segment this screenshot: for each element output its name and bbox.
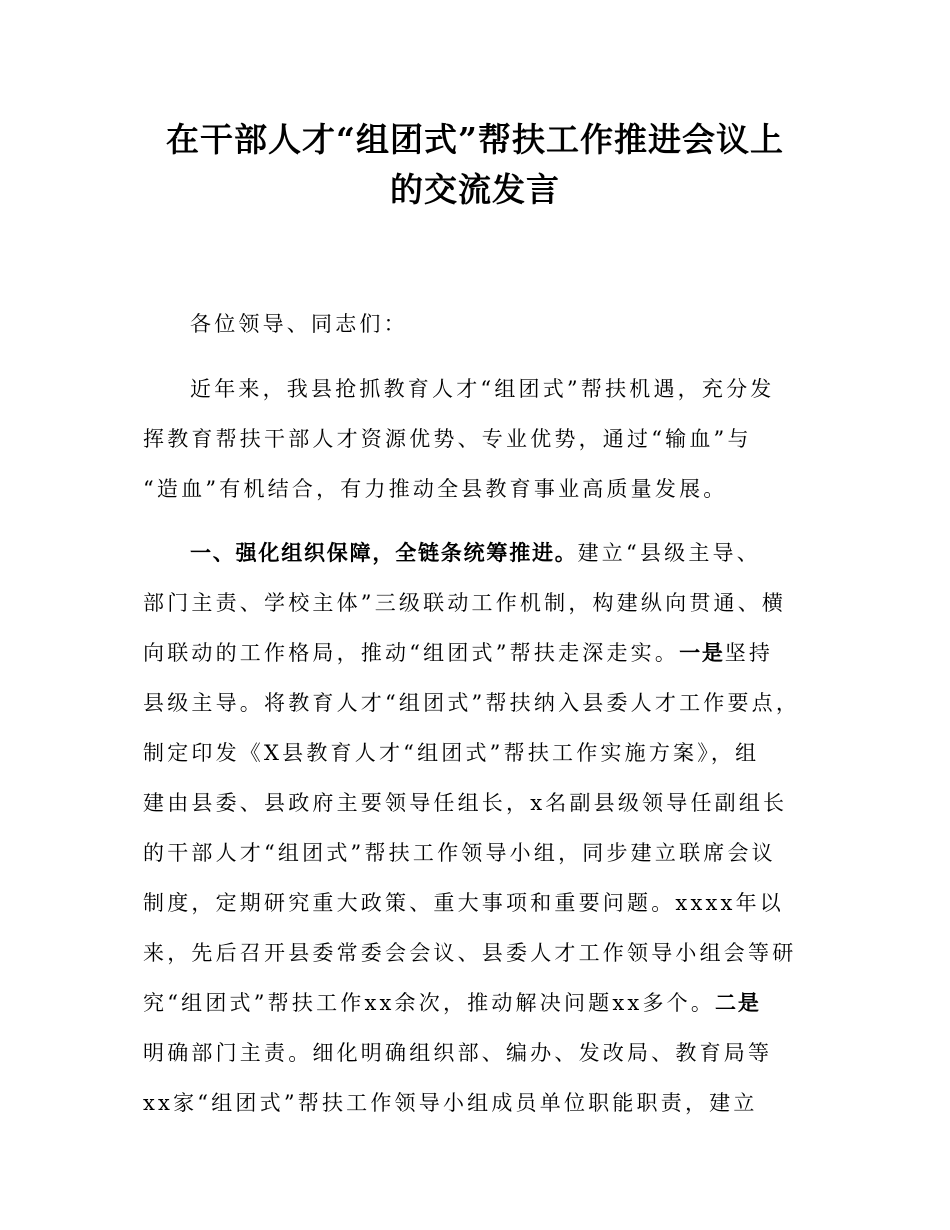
intro-line-1: 近年来，我县抢抓教育人才“组团式”帮扶机遇，充分发 <box>190 377 775 401</box>
section-1-heading: 一、强化组织保障，全链条统筹推进。 <box>190 540 578 565</box>
section-1-line-6: 建由县委、县政府主要领导任组长，x名副县级领导任副组长 <box>143 791 788 815</box>
section-1-line-1 <box>190 538 761 568</box>
section-1-line-2: 部门主责、学校主体”三级联动工作机制，构建纵向贯通、横 <box>143 591 787 615</box>
section-1-line-11: 明确部门主责。细化明确组织部、编办、发改局、教育局等 <box>143 1041 773 1065</box>
section-1-line-10-text: 究“组团式”帮扶工作xx余次，推动解决问题xx多个。 <box>143 991 716 1015</box>
intro-line-2: 挥教育帮扶干部人才资源优势、专业优势，通过“输血”与 <box>143 427 752 451</box>
section-1-line-7: 的干部人才“组团式”帮扶工作领导小组，同步建立联席会议 <box>143 841 776 865</box>
section-1-line-12: xx家“组团式”帮扶工作领导小组成员单位职能职责，建立 <box>143 1091 758 1115</box>
section-1-line-8: 制度，定期研究重大政策、重大事项和重要问题。xxxx年以 <box>143 891 784 915</box>
section-1-line-3-text: 向联动的工作格局，推动“组团式”帮扶走深走实。 <box>143 641 680 665</box>
section-1-line-5: 制定印发《X县教育人才“组团式”帮扶工作实施方案》，组 <box>143 741 760 765</box>
section-1-line-4: 县级主导。将教育人才“组团式”帮扶纳入县委人才工作要点， <box>143 691 801 715</box>
section-1-line-9: 来，先后召开县委常委会会议、县委人才工作领导小组会等研 <box>143 941 797 965</box>
document-title-line-1: 在干部人才“组团式”帮扶工作推进会议上 <box>166 120 784 159</box>
point-two-marker: 二是 <box>715 990 761 1015</box>
salutation: 各位领导、同志们： <box>190 312 408 336</box>
section-1-line-3 <box>143 638 773 668</box>
document-title-line-2: 的交流发言 <box>390 170 560 209</box>
section-1-line-1-text: 建立“县级主导、 <box>577 541 761 565</box>
intro-line-3: “造血”有机结合，有力推动全县教育事业高质量发展。 <box>143 477 728 501</box>
point-one-marker: 一是 <box>679 640 725 665</box>
section-1-line-10 <box>143 988 761 1018</box>
section-1-line-3-tail: 坚持 <box>724 641 774 665</box>
